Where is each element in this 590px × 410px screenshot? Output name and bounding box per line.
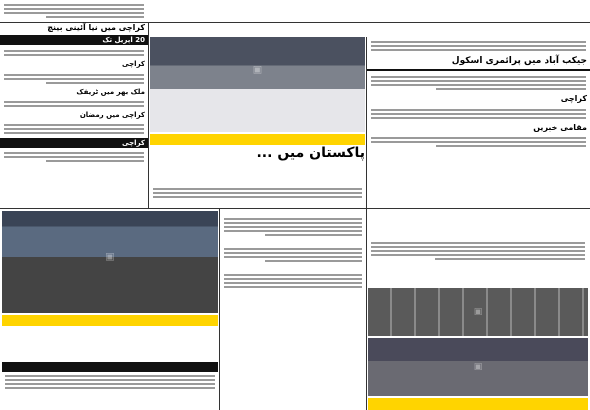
top-strip <box>150 24 590 34</box>
left-mid-yellow-caption <box>2 315 218 326</box>
left-headline-4: کراچی میں رمضان <box>79 111 145 120</box>
left-col-text-2 <box>0 46 148 60</box>
right-mid-text <box>368 240 588 285</box>
left-headline-1: کراچی میں نیا آئینی بینچ <box>47 23 145 32</box>
center-mid-divider-right <box>366 209 367 410</box>
center-mid-text-1 <box>220 214 366 240</box>
right-top-text-3 <box>367 105 590 123</box>
right-top-text-1 <box>367 37 590 55</box>
left-col-top-text <box>0 0 148 22</box>
left-col-text-4 <box>0 97 148 111</box>
photo-icon: ▣ <box>252 64 263 76</box>
photo-icon: ▣ <box>473 362 483 372</box>
left-headline-2: کراچی <box>122 60 145 69</box>
left-bar-2: کراچی <box>0 138 148 148</box>
right-top-column <box>367 37 590 208</box>
right-top-text-2 <box>367 72 590 94</box>
left-mid-photo <box>2 211 218 313</box>
center-headline-big: پاکستان میں ... <box>256 146 365 161</box>
right-headline-1: جیکب آباد میں پرائمری اسکول <box>451 56 587 66</box>
bottom-headline-1 <box>220 380 366 394</box>
right-mid-photo-hall <box>368 338 588 396</box>
right-bar-1 <box>367 69 590 71</box>
masthead-headline <box>150 0 590 22</box>
right-top-text-4 <box>367 133 590 151</box>
left-headline-3: ملک بھر میں ٹریفک <box>76 87 145 96</box>
photo-icon: ▣ <box>473 307 483 317</box>
center-top-text <box>150 186 365 208</box>
center-mid-text-2 <box>220 244 366 266</box>
left-col-text-5 <box>0 120 148 138</box>
left-mid-headline-big <box>2 327 218 361</box>
bottom-headline-2 <box>220 395 366 409</box>
photo-icon: ▣ <box>105 251 115 263</box>
left-mid-text <box>2 373 218 410</box>
right-mid-headline-big <box>368 211 588 239</box>
left-column <box>0 0 148 208</box>
left-bar-1: 20 اپریل تک <box>0 35 148 45</box>
center-mid-text-3 <box>220 270 366 292</box>
right-headline-3: مقامی خبریں <box>533 122 587 132</box>
left-col-divider <box>148 22 149 208</box>
center-yellow-bar <box>150 134 365 145</box>
middle-rule <box>0 208 590 209</box>
center-top-photo <box>150 37 365 132</box>
right-mid-photo-portraits <box>368 288 588 336</box>
left-mid-headline-sub <box>2 362 218 372</box>
left-col-text-3 <box>0 70 148 88</box>
center-headline-sub <box>150 176 365 186</box>
right-headline-2: کراچی <box>560 94 587 104</box>
right-mid-photo-caption <box>368 398 588 410</box>
left-col-text-6 <box>0 148 148 166</box>
